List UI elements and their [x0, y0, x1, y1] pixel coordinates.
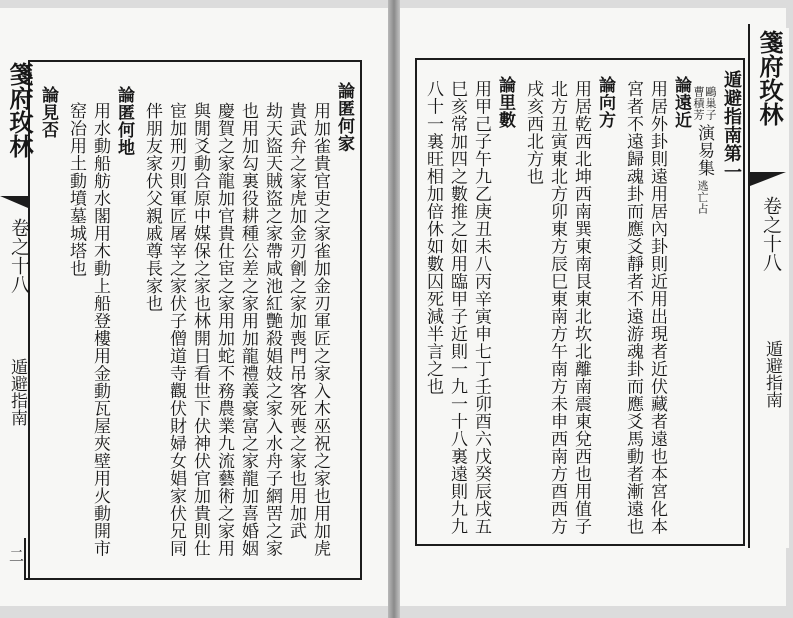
left-col-2: 用加雀貴官吏之家雀加金刃軍匠之家入木巫祝之家也用加虎	[310, 102, 330, 557]
right-col-2: 用居外卦則遠用居內卦則近用出現者近伏藏者遠也本宮化本	[647, 80, 667, 535]
fishtail-mark	[750, 172, 786, 186]
left-col-6: 慶賀之家龍加官貴仕宦之家用加蛇不務農業九流藝術之家用	[214, 102, 234, 557]
left-col-9: 伴朋友家伏父親戚尊長家也	[142, 102, 162, 312]
left-col-8: 宦加刑刃則軍匠屠宰之家伏子僧道寺觀伏財婦女娼家伏兄同	[166, 102, 186, 557]
right-col-5: 用居乾西北坤西南巽東南艮東北坎北離南震東兌西也用值子	[571, 80, 591, 535]
left-volume-label: 卷之十八	[8, 218, 30, 294]
left-col-10: 論匿何地	[114, 86, 134, 156]
book-spine	[388, 0, 400, 618]
left-col-7: 與閒爻動合原中媒保之家也林開日看世下伏神伏官加貴則仕	[190, 102, 210, 557]
right-col-10: 巳亥常加四之數推之如用臨甲子近則一九一十八裏遠則九九	[447, 80, 467, 535]
right-col-4: 論向方	[595, 76, 615, 129]
right-edge-rule	[748, 24, 750, 548]
author-line-2: 曹積芳	[692, 86, 705, 121]
folio-number: 二	[7, 548, 25, 563]
right-col-6: 北方丑寅東北方卯東方辰巳東南方午南方未申西南方酉西方	[547, 80, 567, 535]
author-line-1: 鷗巢子	[704, 86, 717, 121]
left-book-title: 箋府玫林	[5, 62, 34, 158]
left-col-11: 用水動船舫水閣用木動上船登樓用金動瓦屋夾壁用火動開市	[90, 102, 110, 557]
right-col-3: 宮者不遠歸魂卦而應爻靜者不遠游魂卦而應爻馬動者漸遠也	[623, 80, 643, 535]
work-title: 演易集	[694, 124, 714, 177]
right-volume-label: 卷之十八	[760, 196, 782, 272]
left-col-12: 窑冶用土動墳墓城塔也	[66, 102, 86, 277]
left-col-13: 論見否	[38, 86, 58, 139]
left-col-5: 也用加勾裏役耕種公差之家用加龍禮義豪富之家龍加喜婚姻	[238, 102, 258, 557]
left-col-3: 貴武弁之家虎加金刃劊之家加喪門吊客死喪之家也用加武	[286, 102, 306, 540]
left-section-label: 遁避指南	[7, 358, 27, 426]
right-section-label: 遁避指南	[762, 340, 782, 408]
chapter-title: 遁避指南第一	[721, 70, 742, 181]
right-col-1: 論遠近	[671, 76, 691, 129]
left-col-1: 論匿何家	[334, 82, 354, 152]
fishtail-mark	[0, 196, 28, 208]
right-col-8: 論里數	[495, 76, 515, 129]
right-book-title: 箋府玫林	[755, 30, 784, 126]
left-col-4: 劫天盜天賊盜之家帶咸池紅艷殺娼妓之家入水舟子網罟之家	[262, 102, 282, 557]
work-note: 逃亡占	[696, 180, 709, 215]
right-col-11: 八十一裏旺相加倍休如數囚死減半言之也	[423, 80, 443, 395]
right-col-9: 用甲己子午九乙庚丑未八丙辛寅申七丁壬卯酉六戊癸辰戌五	[471, 80, 491, 535]
right-col-7: 戌亥西北方也	[523, 80, 543, 185]
